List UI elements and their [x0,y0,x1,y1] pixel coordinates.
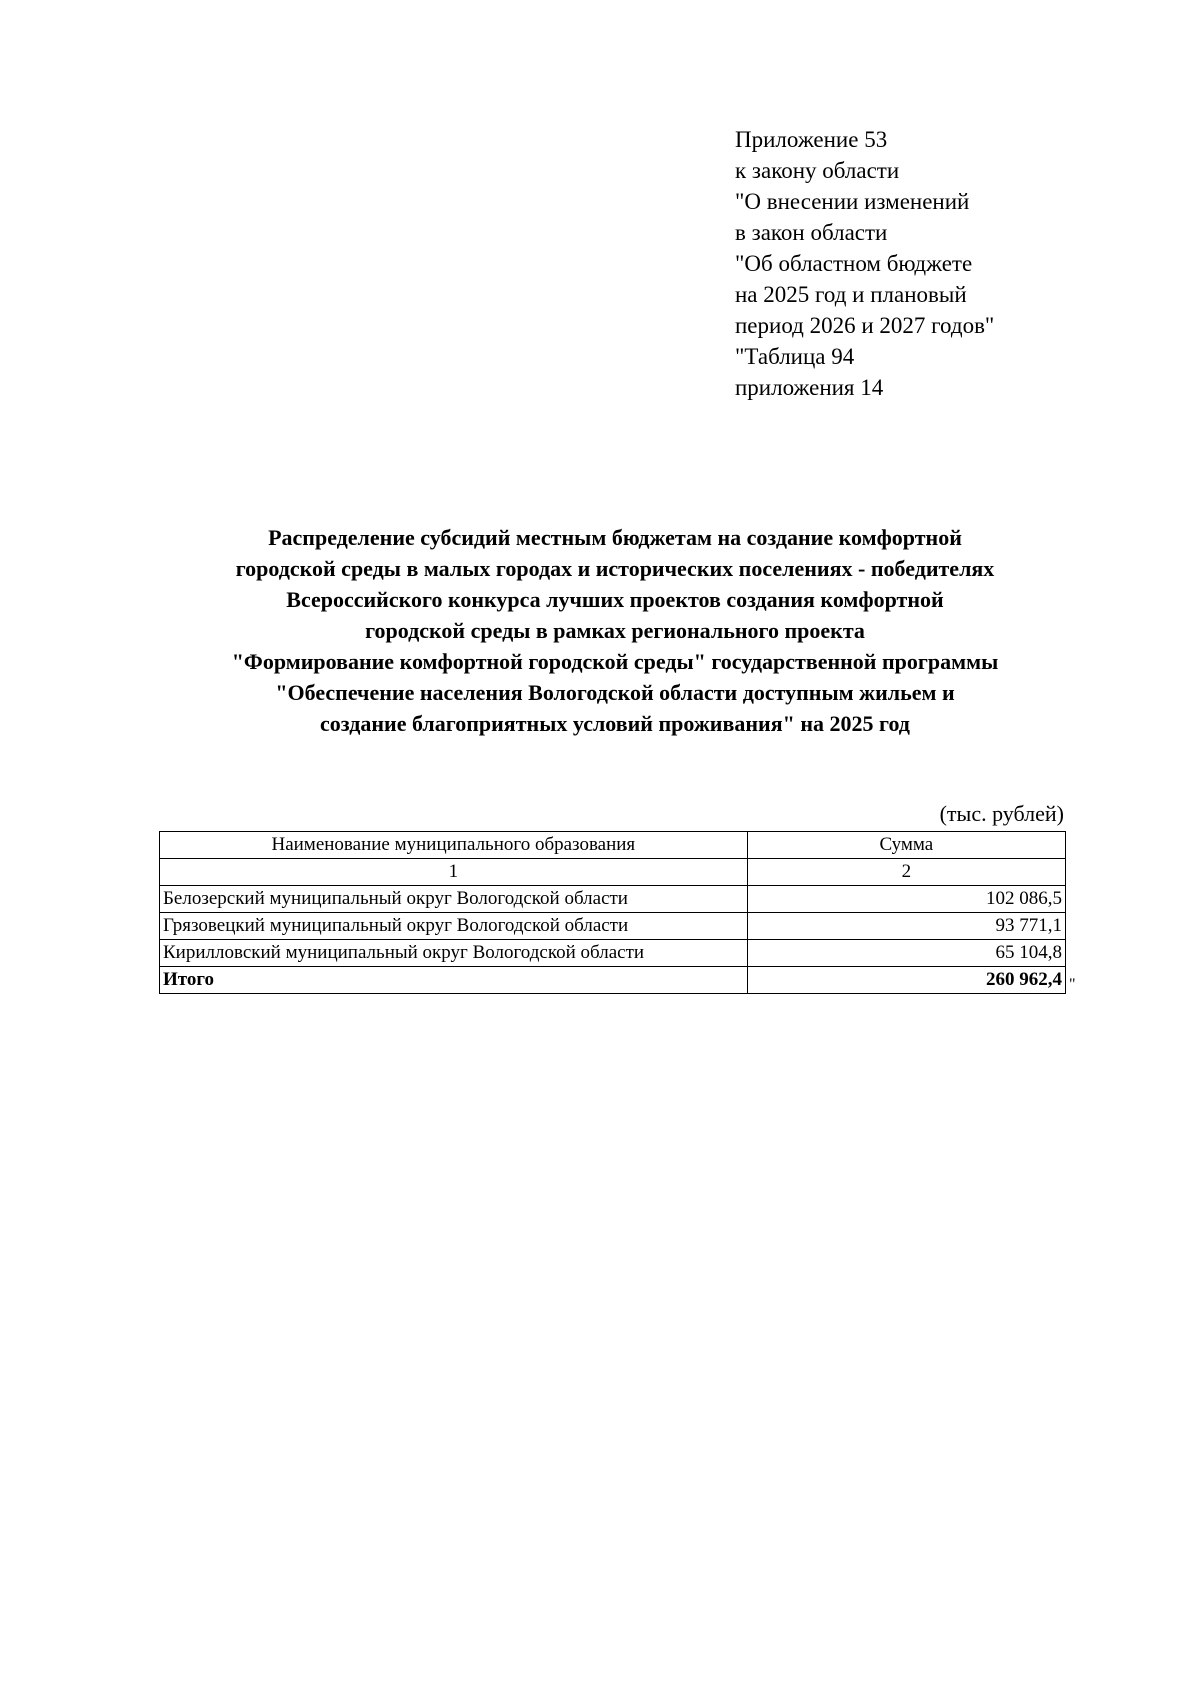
subsidy-amount: 102 086,5 [747,886,1065,913]
header-name: Наименование муниципального образования [160,832,748,859]
title-line: Распределение субсидий местным бюджетам на создание комфортной [268,525,962,550]
total-row [160,967,1066,994]
header-amount: Сумма [747,832,1065,859]
annex-line: приложения 14 [735,375,884,400]
column-number: 2 [747,859,1065,886]
document-title [150,522,1080,739]
annex-line: "О внесении изменений [735,189,970,214]
subsidy-amount: 65 104,8 [747,940,1065,967]
annex-line: "Таблица 94 [735,344,855,369]
annex-line: в закон области [735,220,888,245]
total-amount: 260 962,4 [747,967,1065,994]
table-row [160,913,1066,940]
closing-quote-mark: " [1069,976,1076,993]
table-header-row [160,832,1066,859]
annex-line: Приложение 53 [735,127,888,152]
distribution-table [159,831,1066,994]
municipality-name: Белозерский муниципальный округ Вологодской области [160,886,748,913]
title-line: городской среды в рамках регионального проекта [365,618,865,643]
title-line: создание благоприятных условий проживания" на 2025 год [320,711,910,736]
municipality-name: Кирилловский муниципальный округ Вологодской области [160,940,748,967]
title-line: Всероссийского конкурса лучших проектов создания комфортной [286,587,944,612]
subsidy-amount: 93 771,1 [747,913,1065,940]
table-row [160,886,1066,913]
annex-line: на 2025 год и плановый [735,282,967,307]
title-line: "Формирование комфортной городской среды" государственной программы [231,649,999,674]
column-number: 1 [160,859,748,886]
annex-line: к закону области [735,158,900,183]
title-line: городской среды в малых городах и исторических поселениях - победителях [235,556,995,581]
annex-header [735,124,994,403]
total-label: Итого [160,967,748,994]
annex-line: "Об областном бюджете [735,251,973,276]
table-row [160,940,1066,967]
title-line: "Обеспечение населения Вологодской области доступным жильем и [275,680,955,705]
units-label: (тыс. рублей) [939,801,1064,826]
column-number-row [160,859,1066,886]
annex-line: период 2026 и 2027 годов" [735,313,995,338]
municipality-name: Грязовецкий муниципальный округ Вологодской области [160,913,748,940]
